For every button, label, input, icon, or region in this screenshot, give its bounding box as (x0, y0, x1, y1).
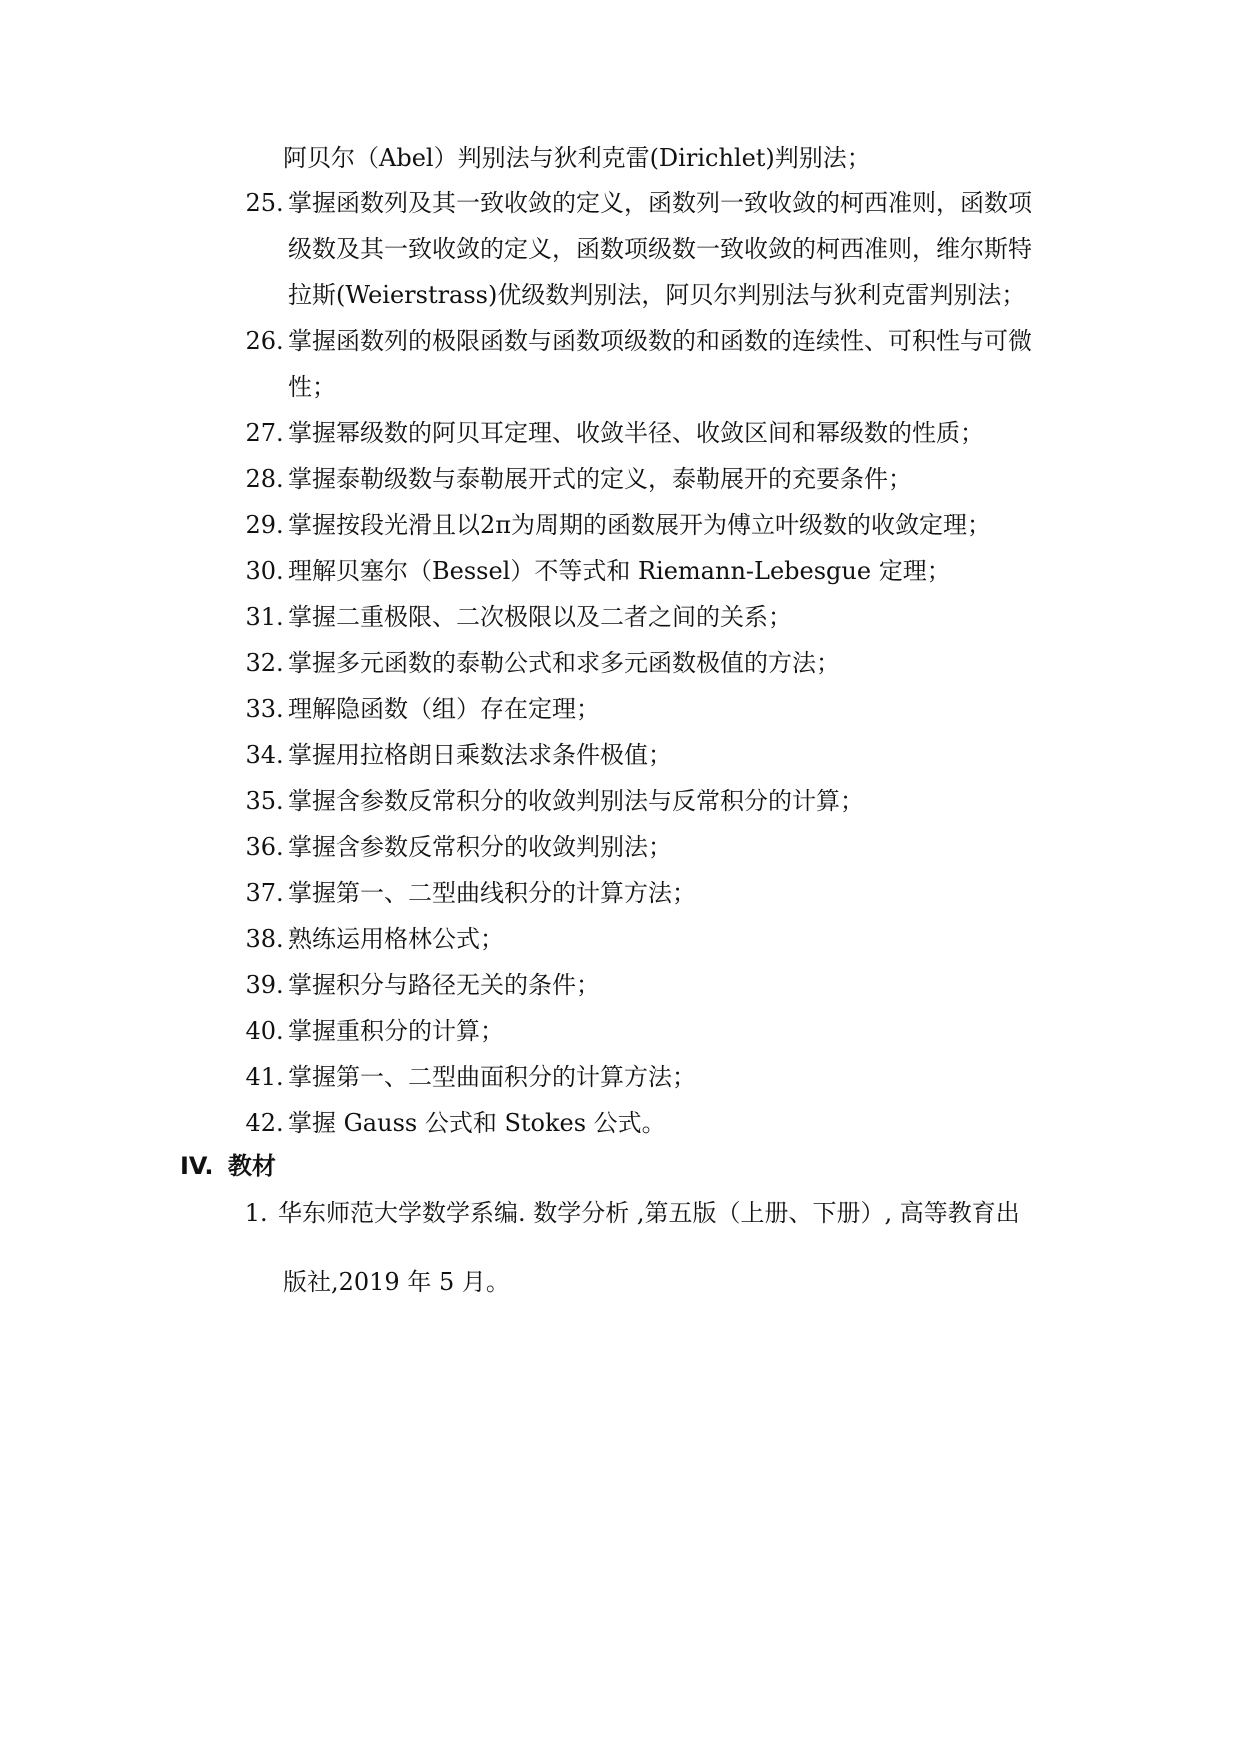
item-number: 37 (245, 879, 276, 907)
item-number: 27 (245, 419, 276, 447)
item-number: 40 (245, 1017, 276, 1045)
item-text: 掌握二重极限、二次极限以及二者之间的关系； (288, 603, 792, 631)
item-number: 41 (245, 1063, 276, 1091)
item-number: 36 (245, 833, 276, 861)
item-text: 掌握幂级数的阿贝耳定理、收敛半径、收敛区间和幂级数的性质； (288, 419, 984, 447)
list-item-34: 34. 掌握用拉格朗日乘数法求条件极值； (230, 739, 672, 771)
item-number: 31 (245, 603, 276, 631)
list-item-25: 25. 掌握函数列及其一致收敛的定义，函数列一致收敛的柯西准则，函数项 (230, 187, 1032, 219)
section-title: 教材 (227, 1152, 276, 1180)
item-text: 理解贝塞尔（Bessel）不等式和 Riemann-Lebesgue 定理； (288, 557, 951, 585)
list-item-42: 42. 掌握 Gauss 公式和 Stokes 公式。 (230, 1107, 666, 1139)
list-item-29: 29. 掌握按段光滑且以2π为周期的函数展开为傅立叶级数的收敛定理； (230, 509, 991, 541)
textbook-item-1-cont: 版社,2019 年 5 月。 (283, 1268, 510, 1296)
list-item-36: 36. 掌握含参数反常积分的收敛判别法； (230, 831, 672, 863)
item-number: 29 (245, 511, 276, 539)
item-number: 32 (245, 649, 276, 677)
list-item-31: 31. 掌握二重极限、二次极限以及二者之间的关系； (230, 601, 792, 633)
item-number: 25 (245, 189, 276, 217)
list-item-27: 27. 掌握幂级数的阿贝耳定理、收敛半径、收敛区间和幂级数的性质； (230, 417, 984, 449)
item-text: 掌握用拉格朗日乘数法求条件极值； (288, 741, 672, 769)
list-item-30: 30. 理解贝塞尔（Bessel）不等式和 Riemann-Lebesgue 定理； (230, 555, 951, 587)
list-item-25-cont: 拉斯(Weierstrass)优级数判别法，阿贝尔判别法与狄利克雷判别法； (288, 281, 1026, 309)
section-number: IV. (180, 1152, 214, 1180)
list-item-26: 26. 掌握函数列的极限函数与函数项级数的和函数的连续性、可积性与可微 (230, 325, 1032, 357)
item-number: 33 (245, 695, 276, 723)
item-text: 掌握多元函数的泰勒公式和求多元函数极值的方法； (288, 649, 840, 677)
item-text: 掌握第一、二型曲面积分的计算方法； (288, 1063, 696, 1091)
item-text: 掌握重积分的计算； (288, 1017, 504, 1045)
list-item-32: 32. 掌握多元函数的泰勒公式和求多元函数极值的方法； (230, 647, 840, 679)
list-item-39: 39. 掌握积分与路径无关的条件； (230, 969, 600, 1001)
item-text: 熟练运用格林公式； (288, 925, 504, 953)
list-item-40: 40. 掌握重积分的计算； (230, 1015, 504, 1047)
list-item-41: 41. 掌握第一、二型曲面积分的计算方法； (230, 1061, 696, 1093)
item-number: 28 (245, 465, 276, 493)
item-text: 掌握含参数反常积分的收敛判别法； (288, 833, 672, 861)
item-number: 42 (245, 1109, 276, 1137)
item-number: 39 (245, 971, 276, 999)
item-text: 掌握按段光滑且以2π为周期的函数展开为傅立叶级数的收敛定理； (288, 511, 992, 539)
list-item-33: 33. 理解隐函数（组）存在定理； (230, 693, 600, 725)
item-text: 掌握函数列的极限函数与函数项级数的和函数的连续性、可积性与可微 (288, 327, 1032, 355)
item-text: 掌握泰勒级数与泰勒展开式的定义，泰勒展开的充要条件； (288, 465, 912, 493)
section-heading (180, 1150, 276, 1182)
list-item-38: 38. 熟练运用格林公式； (230, 923, 504, 955)
list-item-35: 35. 掌握含参数反常积分的收敛判别法与反常积分的计算； (230, 785, 864, 817)
item-text: 掌握 Gauss 公式和 Stokes 公式。 (288, 1109, 666, 1137)
item-text: 掌握函数列及其一致收敛的定义，函数列一致收敛的柯西准则，函数项 (288, 189, 1032, 217)
list-item-28: 28. 掌握泰勒级数与泰勒展开式的定义，泰勒展开的充要条件； (230, 463, 912, 495)
list-item-37: 37. 掌握第一、二型曲线积分的计算方法； (230, 877, 696, 909)
item-text: 掌握积分与路径无关的条件； (288, 971, 600, 999)
item-number: 30 (245, 557, 276, 585)
item-number: 35 (245, 787, 276, 815)
item-text: 华东师范大学数学系编. 数学分析 ,第五版（上册、下册）, 高等教育出 (278, 1199, 1020, 1227)
item-number: 26 (245, 327, 276, 355)
continuation-line: 阿贝尔（Abel）判别法与狄利克雷(Dirichlet)判别法； (283, 144, 871, 172)
list-item-26-cont: 性； (288, 373, 336, 401)
textbook-item-1: 1. 华东师范大学数学系编. 数学分析 ,第五版（上册、下册）, 高等教育出 (230, 1197, 1020, 1229)
item-text: 掌握第一、二型曲线积分的计算方法； (288, 879, 696, 907)
item-text: 理解隐函数（组）存在定理； (288, 695, 600, 723)
item-number: 38 (245, 925, 276, 953)
list-item-25-cont: 级数及其一致收敛的定义，函数项级数一致收敛的柯西准则，维尔斯特 (288, 235, 1032, 263)
item-number: 34 (245, 741, 276, 769)
item-text: 掌握含参数反常积分的收敛判别法与反常积分的计算； (288, 787, 864, 815)
item-number: 1 (244, 1199, 260, 1227)
